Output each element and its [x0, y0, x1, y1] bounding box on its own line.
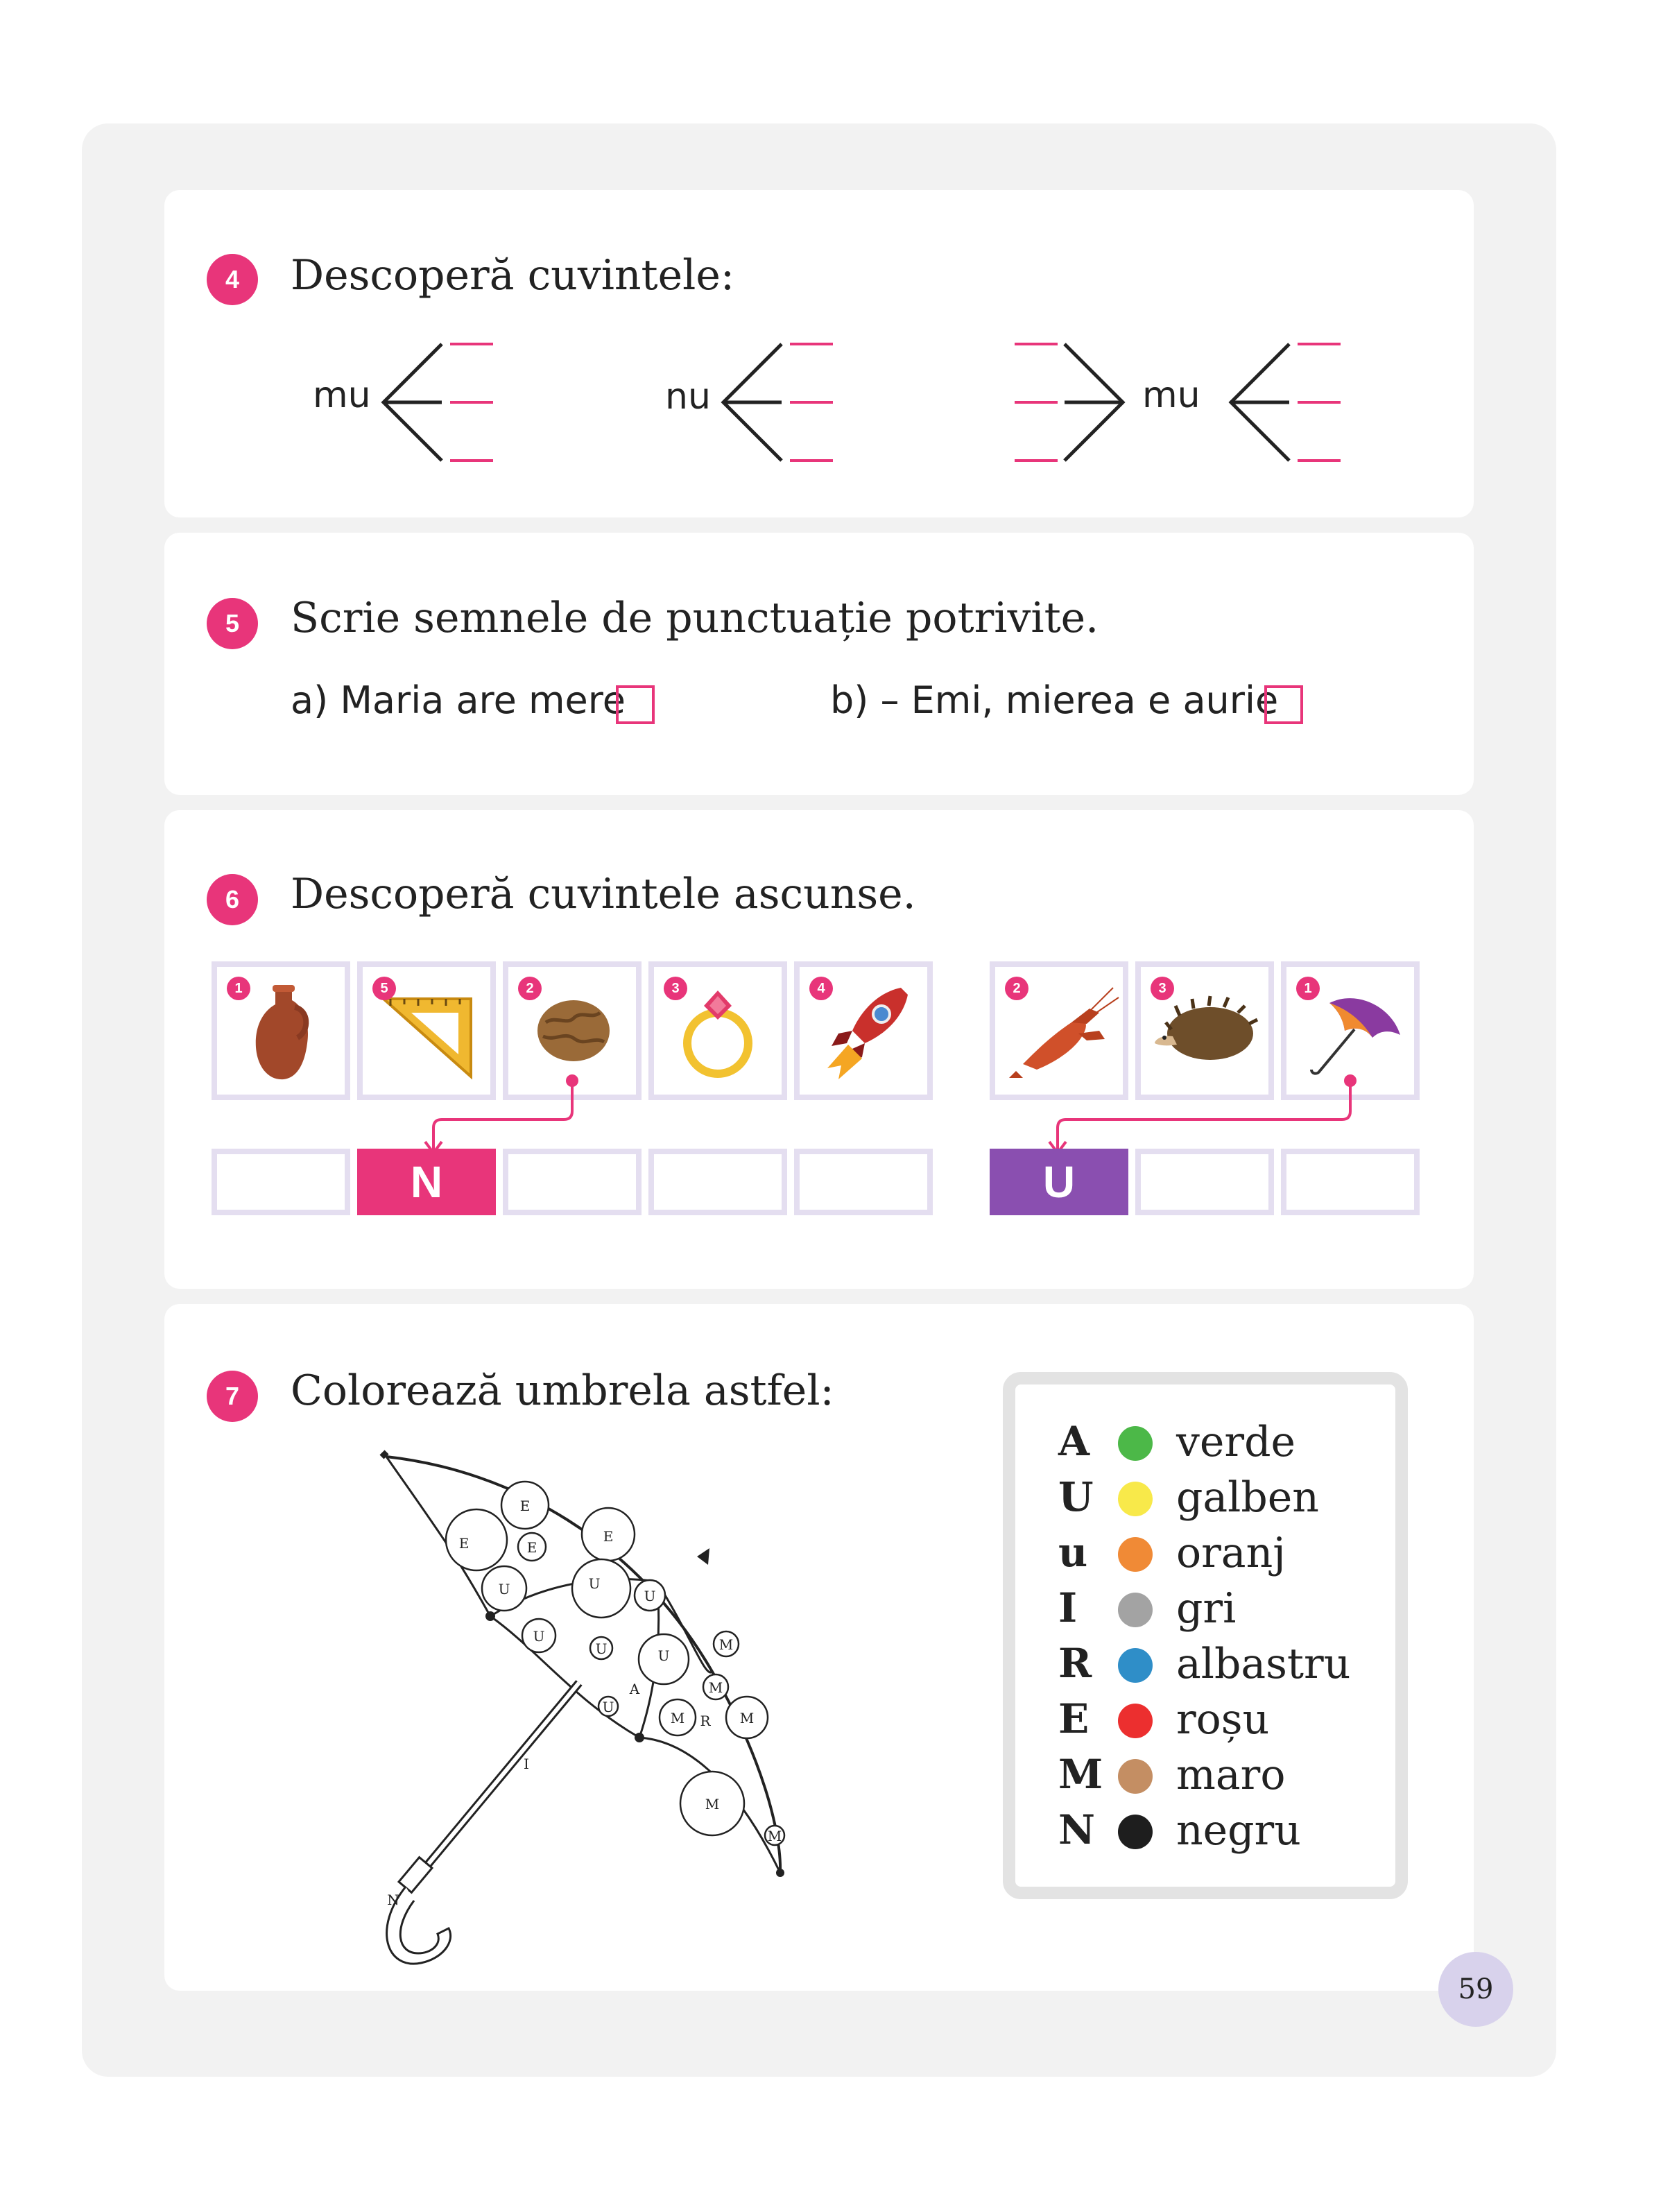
syllable-nu: nu	[665, 376, 711, 418]
legend-row	[1058, 1525, 1391, 1580]
color-dot	[1118, 1537, 1153, 1572]
umbrella-letter: M	[739, 1710, 755, 1726]
legend-color-name: verde	[1176, 1418, 1296, 1466]
sentence-a: a) Maria are mere	[291, 678, 626, 722]
letter-slot-filled[interactable]: N	[357, 1149, 496, 1215]
umbrella-letter: E	[519, 1498, 531, 1514]
answer-line[interactable]	[450, 459, 493, 462]
letter-slot-filled[interactable]: U	[990, 1149, 1128, 1215]
picture-tile-jug	[212, 961, 350, 1100]
legend-letter: u	[1058, 1529, 1088, 1576]
umbrella-letter: A	[629, 1681, 640, 1697]
umbrella-letter: N	[387, 1892, 399, 1908]
answer-line[interactable]	[790, 401, 833, 404]
answer-line[interactable]	[450, 343, 493, 345]
color-legend	[1003, 1372, 1408, 1899]
branch-lines-reverse-icon	[1063, 340, 1126, 465]
exercise-number-badge: 7	[207, 1371, 258, 1422]
exercise-number-badge: 6	[207, 874, 258, 925]
umbrella-letter: U	[644, 1588, 656, 1604]
letter-slot[interactable]	[794, 1149, 933, 1215]
legend-row	[1058, 1747, 1391, 1802]
color-dot	[1118, 1815, 1153, 1849]
legend-letter: E	[1058, 1695, 1090, 1742]
exercise-title: Scrie semnele de punctuație potrivite.	[291, 594, 1099, 642]
legend-color-name: albastru	[1176, 1640, 1351, 1688]
exercise-5-card	[164, 533, 1474, 795]
answer-line[interactable]	[1015, 459, 1058, 462]
answer-line[interactable]	[450, 401, 493, 404]
order-number: 1	[1296, 977, 1320, 1000]
letter-slot[interactable]	[648, 1149, 787, 1215]
branch-lines-icon	[381, 340, 443, 465]
punctuation-box[interactable]	[1264, 685, 1303, 724]
legend-letter: R	[1058, 1640, 1092, 1687]
umbrella-letter: U	[533, 1628, 545, 1645]
order-number: 1	[227, 977, 250, 1000]
answer-line[interactable]	[790, 459, 833, 462]
syllable-mu: mu	[1142, 375, 1200, 416]
order-number: 5	[372, 977, 396, 1000]
order-number: 2	[1005, 977, 1028, 1000]
exercise-number-badge: 5	[207, 598, 258, 649]
legend-letter: U	[1058, 1473, 1094, 1520]
legend-row	[1058, 1414, 1391, 1469]
umbrella-letter: M	[708, 1679, 723, 1696]
order-number: 2	[518, 977, 542, 1000]
color-dot	[1118, 1426, 1153, 1461]
umbrella-letter: R	[700, 1713, 711, 1729]
legend-color-name: galben	[1176, 1473, 1319, 1522]
color-dot	[1118, 1482, 1153, 1516]
legend-row	[1058, 1691, 1391, 1747]
letter-slot[interactable]	[1135, 1149, 1274, 1215]
letter-slot[interactable]	[212, 1149, 350, 1215]
umbrella-letter: E	[458, 1535, 470, 1552]
legend-letter: N	[1058, 1806, 1096, 1853]
legend-row	[1058, 1469, 1391, 1525]
answer-line[interactable]	[1015, 401, 1058, 404]
umbrella-letter: M	[767, 1828, 782, 1844]
legend-letter: M	[1058, 1751, 1103, 1798]
legend-letter: I	[1058, 1584, 1078, 1631]
legend-row	[1058, 1580, 1391, 1636]
color-dot	[1118, 1759, 1153, 1794]
legend-letter: A	[1058, 1418, 1090, 1465]
letter-slot[interactable]	[1281, 1149, 1420, 1215]
answer-line[interactable]	[790, 343, 833, 345]
umbrella-letter: E	[603, 1528, 614, 1545]
order-number: 3	[664, 977, 687, 1000]
order-number: 4	[809, 977, 833, 1000]
umbrella-letter: U	[498, 1581, 510, 1597]
umbrella-letter: U	[595, 1640, 608, 1657]
legend-color-name: gri	[1176, 1584, 1237, 1633]
sentence-b: b) – Emi, mierea e aurie	[830, 678, 1279, 722]
legend-color-name: roșu	[1176, 1695, 1270, 1744]
picture-tile-ring	[648, 961, 787, 1100]
exercise-title: Descoperă cuvintele ascunse.	[291, 870, 916, 918]
punctuation-box[interactable]	[616, 685, 655, 724]
umbrella-letter: U	[602, 1699, 614, 1715]
legend-color-name: negru	[1176, 1806, 1301, 1855]
umbrella-letter: E	[526, 1539, 537, 1556]
exercise-title: Descoperă cuvintele:	[291, 251, 735, 300]
branch-lines-icon	[1228, 340, 1291, 465]
legend-row	[1058, 1802, 1391, 1858]
umbrella-letter: M	[718, 1636, 734, 1653]
legend-color-name: maro	[1176, 1751, 1286, 1799]
picture-tile-rocket	[794, 961, 933, 1100]
exercise-title: Colorează umbrela astfel:	[291, 1366, 834, 1415]
color-dot	[1118, 1704, 1153, 1738]
umbrella-letter: U	[657, 1647, 670, 1664]
page-number: 59	[1438, 1952, 1513, 2027]
umbrella-letter: M	[705, 1796, 720, 1812]
color-dot	[1118, 1648, 1153, 1683]
legend-color-name: oranj	[1176, 1529, 1286, 1577]
answer-line[interactable]	[1015, 343, 1058, 345]
answer-line[interactable]	[1298, 401, 1341, 404]
syllable-mu: mu	[313, 375, 371, 416]
letter-slot[interactable]	[503, 1149, 642, 1215]
exercise-4-card	[164, 190, 1474, 517]
order-number: 3	[1151, 977, 1174, 1000]
umbrella-coloring-drawing	[372, 1443, 858, 1984]
color-dot	[1118, 1593, 1153, 1627]
umbrella-letter: U	[588, 1575, 601, 1592]
umbrella-letter: I	[524, 1756, 529, 1772]
answer-line[interactable]	[1298, 459, 1341, 462]
branch-lines-icon	[721, 340, 783, 465]
legend-row	[1058, 1636, 1391, 1691]
exercise-number-badge: 4	[207, 254, 258, 305]
exercise-6-card	[164, 810, 1474, 1289]
umbrella-letter: M	[670, 1710, 685, 1726]
answer-line[interactable]	[1298, 343, 1341, 345]
